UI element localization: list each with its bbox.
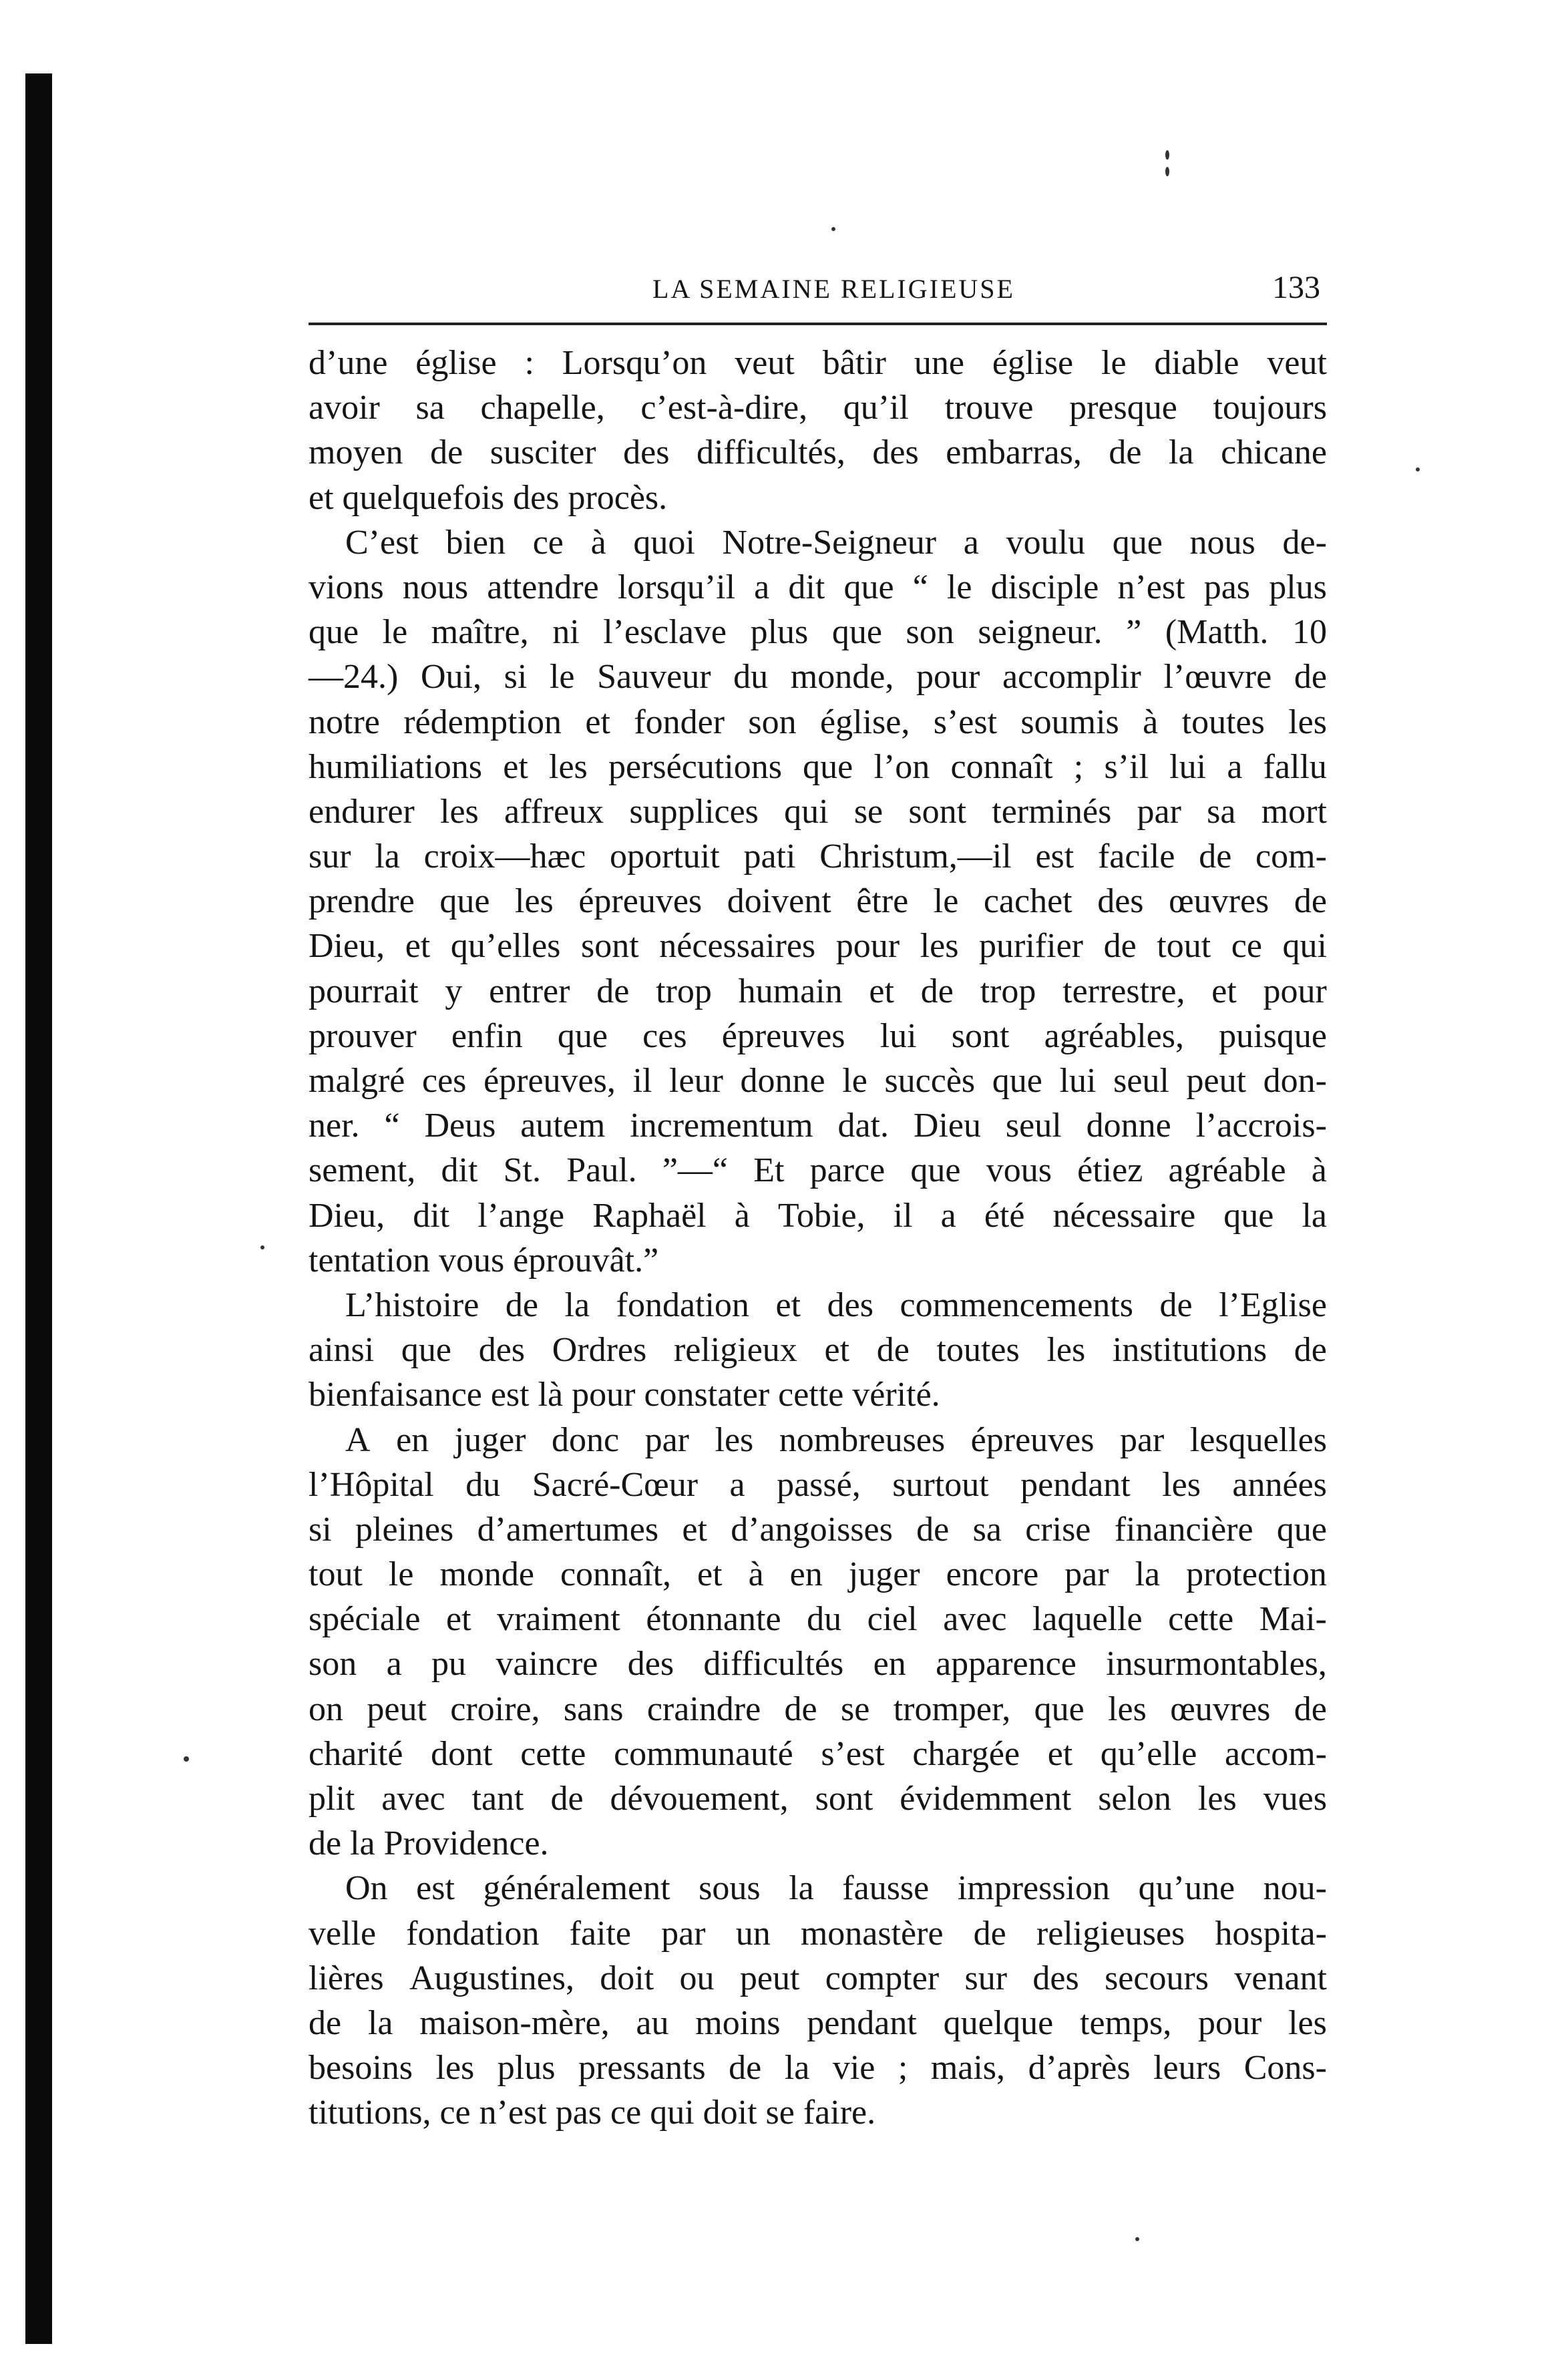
- text-line: L’histoire de la fondation et des commencements de l’Eglise: [345, 1286, 1327, 1324]
- text-line: moyen de susciter des difficultés, des embarras, de la chicane: [309, 433, 1327, 472]
- text-line: lières Augustines, doit ou peut compter sur des secours venant: [309, 1959, 1327, 1997]
- text-line: bienfaisance est là pour constater cette vérité.: [309, 1376, 940, 1414]
- scan-speck: [1165, 150, 1169, 160]
- text-line: humiliations et les persécutions que l’on connaît ; s’il lui a fallu: [309, 747, 1327, 786]
- running-title: LA SEMAINE RELIGIEUSE: [652, 274, 1015, 304]
- page-number: 133: [1272, 270, 1320, 305]
- text-line: titutions, ce n’est pas ce qui doit se faire.: [309, 2094, 876, 2132]
- text-line: pourrait y entrer de trop humain et de trop terrestre, et pour: [309, 972, 1327, 1010]
- header-rule: [309, 323, 1327, 325]
- text-line: spéciale et vraiment étonnante du ciel avec laquelle cette Mai-: [309, 1600, 1327, 1639]
- text-line: tout le monde connaît, et à en juger encore par la protection: [309, 1555, 1327, 1594]
- text-line: sur la croix—hæc oportuit pati Christum,—il est facile de com-: [309, 837, 1327, 876]
- scan-speck: [1416, 467, 1420, 471]
- text-line: Dieu, dit l’ange Raphaël à Tobie, il a été nécessaire que la: [309, 1196, 1327, 1235]
- text-line: On est généralement sous la fausse impression qu’une nou-: [345, 1869, 1327, 1908]
- text-line: C’est bien ce à quoi Notre-Seigneur a voulu que nous de-: [345, 523, 1327, 562]
- text-line: son a pu vaincre des difficultés en apparence insurmontables,: [309, 1645, 1327, 1684]
- text-line: besoins les plus pressants de la vie ; mais, d’après leurs Cons-: [309, 2049, 1327, 2088]
- text-line: de la Providence.: [309, 1824, 549, 1863]
- scan-speck: [831, 227, 835, 231]
- text-line: avoir sa chapelle, c’est-à-dire, qu’il trouve presque toujours: [309, 389, 1327, 427]
- text-line: prouver enfin que ces épreuves lui sont agréables, puisque: [309, 1016, 1327, 1055]
- text-line: si pleines d’amertumes et d’angoisses de sa crise financière que: [309, 1510, 1327, 1549]
- text-line: charité dont cette communauté s’est chargée et qu’elle accom-: [309, 1734, 1327, 1773]
- text-line: A en juger donc par les nombreuses épreuves par lesquelles: [345, 1420, 1327, 1459]
- body-text: [309, 341, 1327, 2136]
- text-line: prendre que les épreuves doivent être le cachet des œuvres de: [309, 882, 1327, 921]
- text-line: vions nous attendre lorsqu’il a dit que “ le disciple n’est pas plus: [309, 568, 1327, 606]
- text-line: notre rédemption et fonder son église, s’est soumis à toutes les: [309, 703, 1327, 741]
- text-line: Dieu, et qu’elles sont nécessaires pour les purifier de tout ce qui: [309, 927, 1327, 966]
- text-line: que le maître, ni l’esclave plus que son seigneur. ” (Matth. 10: [309, 613, 1327, 652]
- running-head: [309, 264, 1327, 311]
- text-line: endurer les affreux supplices qui se sont terminés par sa mort: [309, 792, 1327, 831]
- scan-speck: [260, 1245, 264, 1249]
- scan-speck: [1165, 167, 1169, 176]
- text-line: on peut croire, sans craindre de se tromper, que les œuvres de: [309, 1690, 1327, 1728]
- text-line: ainsi que des Ordres religieux et de toutes les institutions de: [309, 1331, 1327, 1370]
- text-line: malgré ces épreuves, il leur donne le succès que lui seul peut don-: [309, 1062, 1327, 1100]
- text-line: tentation vous éprouvât.”: [309, 1241, 659, 1279]
- text-line: d’une église : Lorsqu’on veut bâtir une église le diable veut: [309, 344, 1327, 382]
- text-line: ner. “ Deus autem incrementum dat. Dieu seul donne l’accrois-: [309, 1107, 1327, 1145]
- scan-speck: [1135, 2237, 1139, 2241]
- text-line: l’Hôpital du Sacré-Cœur a passé, surtout pendant les années: [309, 1465, 1327, 1504]
- text-line: sement, dit St. Paul. ”—“ Et parce que vous étiez agréable à: [309, 1151, 1327, 1190]
- scan-binding-edge: [25, 73, 52, 2344]
- scan-speck: [184, 1756, 189, 1762]
- text-line: plit avec tant de dévouement, sont évidemment selon les vues: [309, 1780, 1327, 1818]
- text-line: —24.) Oui, si le Sauveur du monde, pour accomplir l’œuvre de: [309, 658, 1327, 697]
- text-line: et quelquefois des procès.: [309, 478, 668, 517]
- text-line: velle fondation faite par un monastère de religieuses hospita-: [309, 1914, 1327, 1953]
- text-line: de la maison-mère, au moins pendant quelque temps, pour les: [309, 2003, 1327, 2042]
